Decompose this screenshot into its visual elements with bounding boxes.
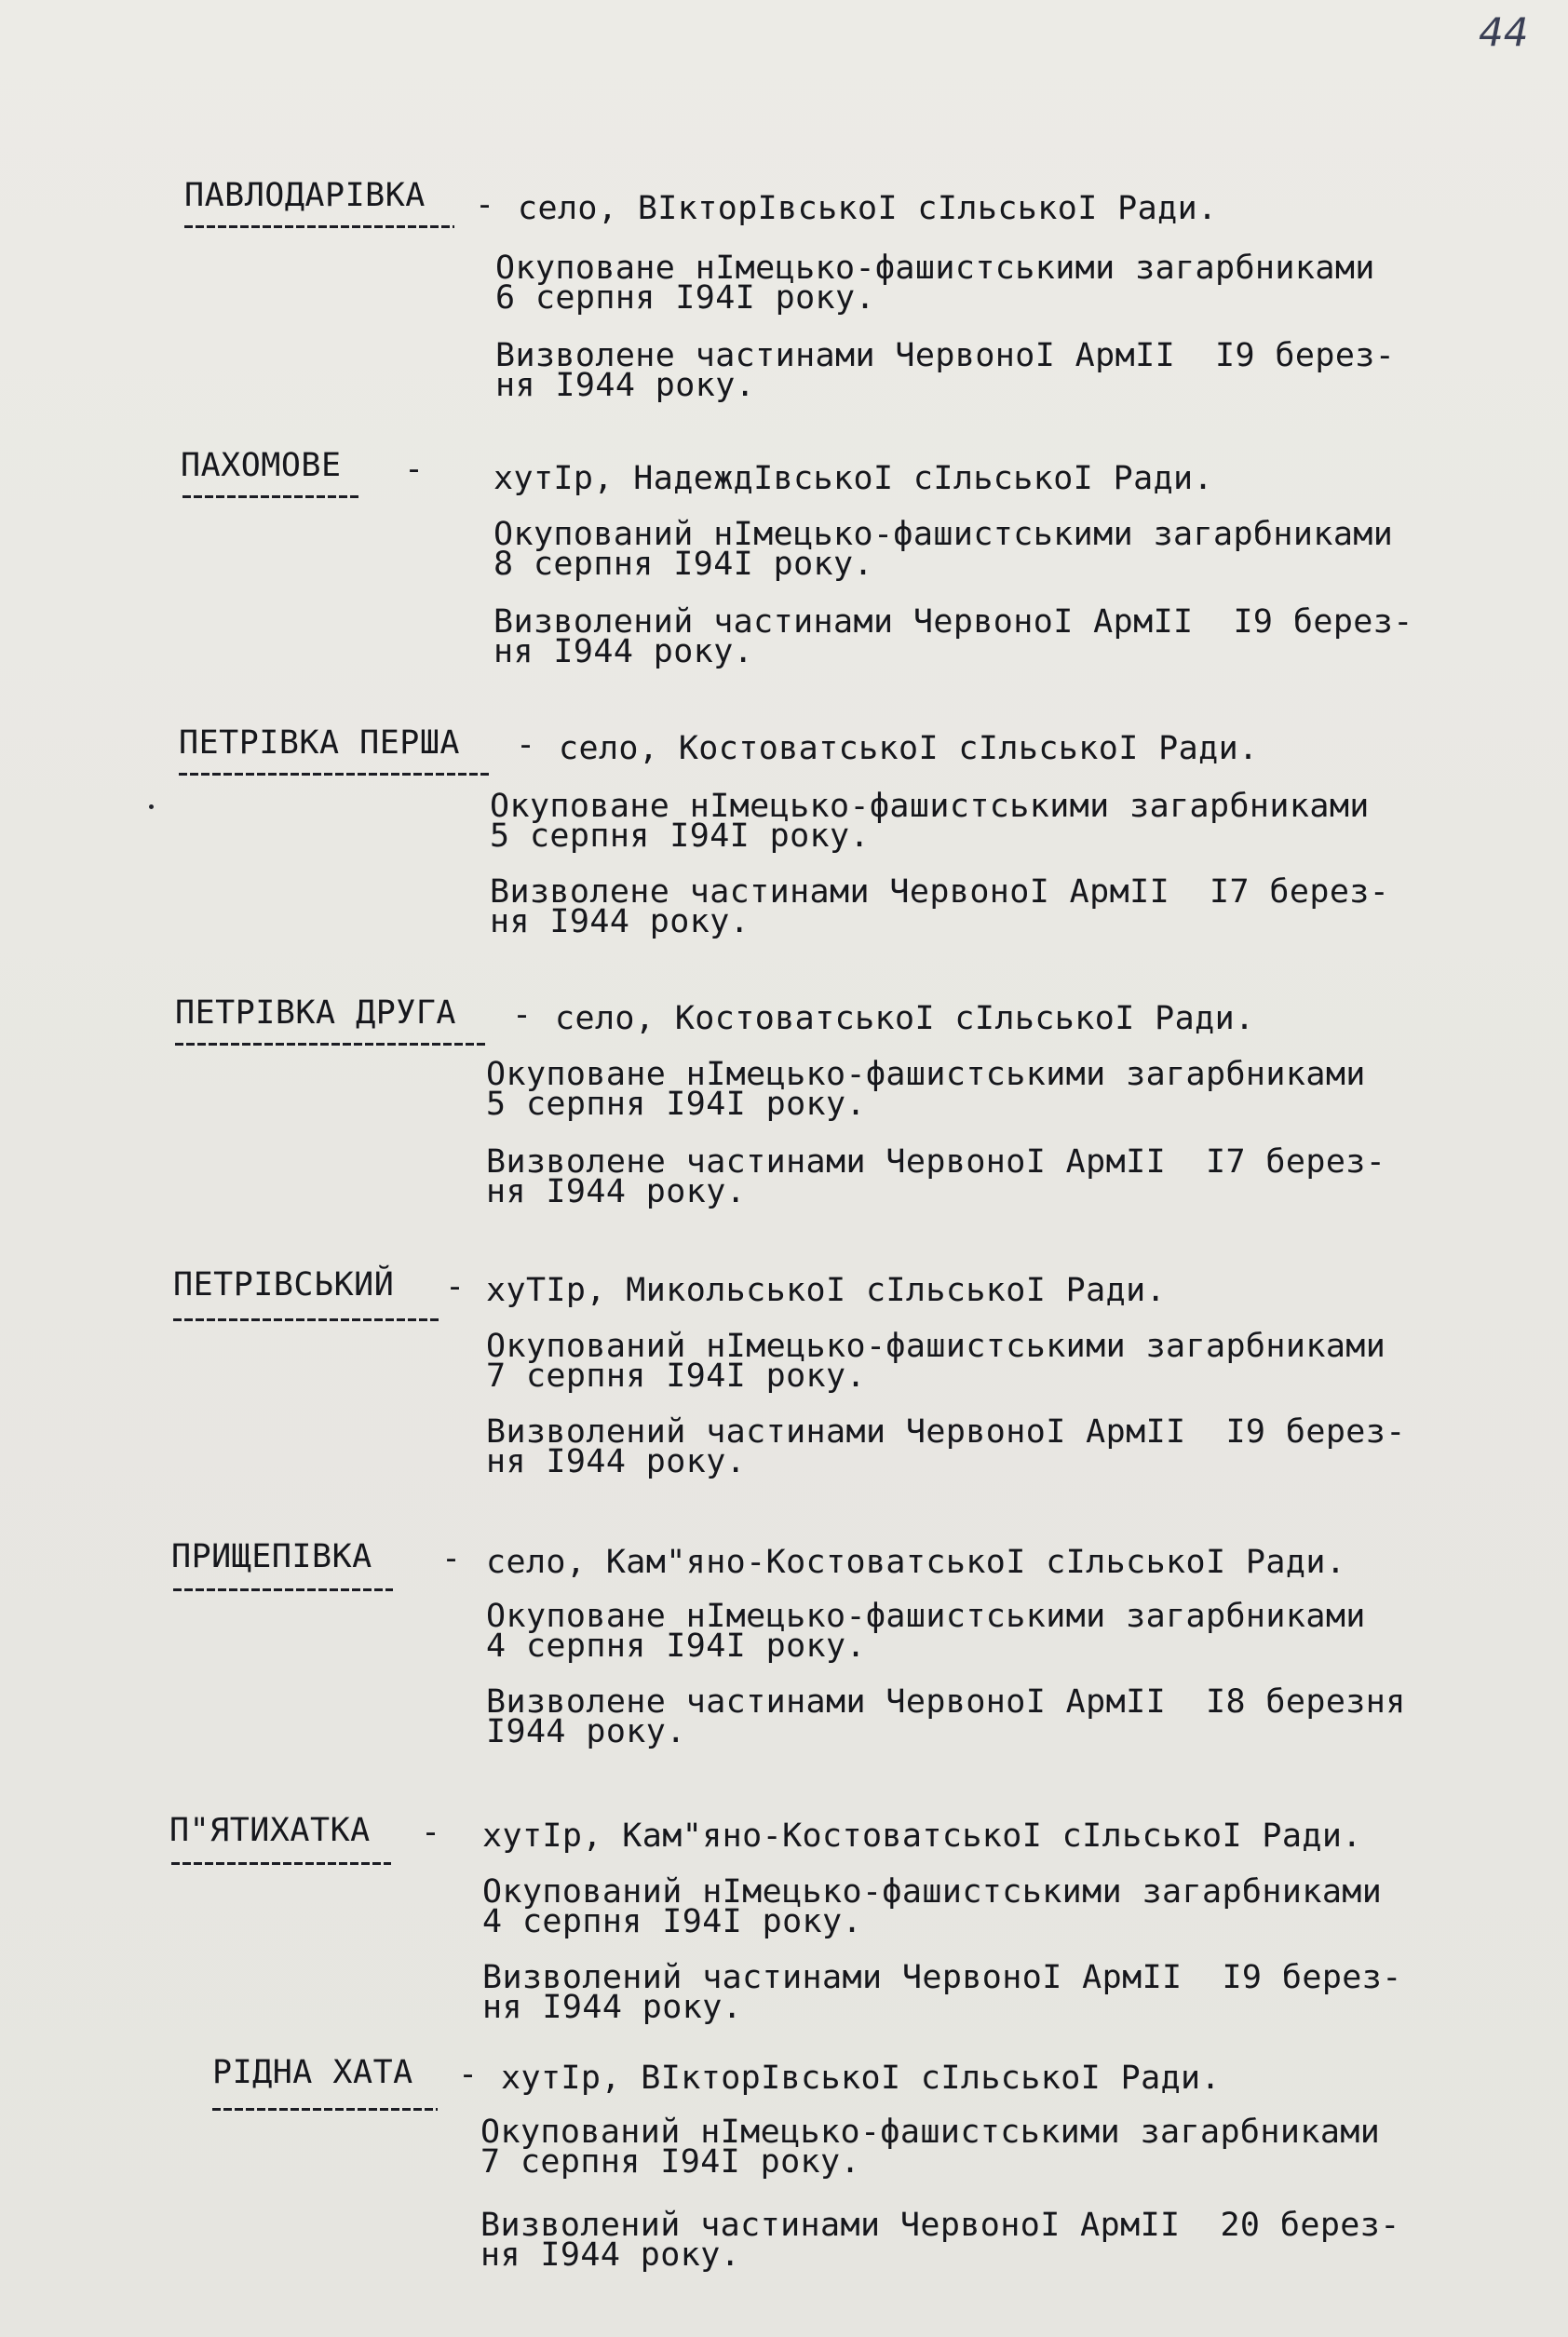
liberation-line-1: Визволене частинами ЧервоноІ АрмІІ І7 берез-: [490, 873, 1390, 911]
locality-description: хутІр, НадеждІвськоІ сІльськоІ Ради.: [493, 460, 1213, 497]
name-underline: [171, 1862, 391, 1865]
locality-description: село, Кам"яно-КостоватськоІ сІльськоІ Ради.: [486, 1544, 1346, 1581]
liberation-line-2: ня І944 року.: [486, 1173, 747, 1210]
occupation-line-2: 7 серпня І94І року.: [480, 2143, 860, 2181]
locality-description: село, ВІкторІвськоІ сІльськоІ Ради.: [518, 190, 1218, 227]
locality-name: П"ЯТИХАТКА: [169, 1812, 371, 1849]
liberation-line-1: Визволене частинами ЧервоноІ АрмІІ І9 берез-: [495, 337, 1396, 374]
name-underline: [182, 495, 359, 498]
liberation-line-1: Визволений частинами ЧервоноІ АрмІІ І9 берез-: [486, 1413, 1406, 1451]
locality-name: РІДНА ХАТА: [212, 2054, 413, 2091]
name-underline: [184, 225, 454, 228]
liberation-line-1: Визволене частинами ЧервоноІ АрмІІ І7 берез-: [486, 1143, 1386, 1181]
name-dash: -: [516, 726, 536, 763]
locality-name: ПАХОМОВЕ: [181, 447, 342, 484]
liberation-line-2: ня І944 року.: [486, 1443, 747, 1480]
occupation-line-2: 5 серпня І94І року.: [490, 817, 870, 855]
name-dash: -: [445, 1268, 466, 1305]
liberation-line-2: ня І944 року.: [495, 367, 756, 404]
liberation-line-2: ня І944 року.: [493, 633, 754, 670]
name-dash: -: [458, 2056, 479, 2093]
locality-description: село, КостоватськоІ сІльськоІ Ради.: [555, 1000, 1255, 1037]
locality-description: хутІр, ВІкторІвськоІ сІльськоІ Ради.: [501, 2060, 1221, 2097]
name-underline: [179, 773, 490, 776]
locality-name: ПАВЛОДАРІВКА: [184, 177, 426, 214]
locality-name: ПЕТРІВКА ПЕРША: [179, 724, 461, 762]
occupation-line-1: Окуповане нІмецько-фашистськими загарбниками: [486, 1056, 1366, 1093]
name-underline: [212, 2108, 438, 2111]
liberation-line-2: І944 року.: [486, 1713, 686, 1750]
name-dash: -: [404, 451, 425, 488]
occupation-line-2: 4 серпня І94І року.: [482, 1903, 862, 1940]
liberation-line-1: Визволений частинами ЧервоноІ АрмІІ І9 берез-: [493, 603, 1413, 641]
name-underline: [173, 1318, 439, 1321]
name-dash: -: [512, 996, 533, 1033]
name-underline: [175, 1043, 488, 1046]
name-dash: -: [421, 1814, 441, 1851]
liberation-line-2: ня І944 року.: [490, 903, 750, 940]
occupation-line-1: Окуповане нІмецько-фашистськими загарбниками: [495, 250, 1375, 287]
occupation-line-1: Окупований нІмецько-фашистськими загарбниками: [493, 516, 1394, 553]
name-underline: [173, 1588, 393, 1591]
occupation-line-1: Окупований нІмецько-фашистськими загарбниками: [480, 2114, 1381, 2151]
occupation-line-1: Окупований нІмецько-фашистськими загарбниками: [482, 1873, 1383, 1911]
liberation-line-2: ня І944 року.: [480, 2236, 741, 2274]
locality-description: хутІр, Кам"яно-КостоватськоІ сІльськоІ Ради.: [482, 1817, 1362, 1855]
liberation-line-1: Визволений частинами ЧервоноІ АрмІІ 20 берез-: [480, 2207, 1400, 2244]
locality-description: село, КостоватськоІ сІльськоІ Ради.: [559, 730, 1259, 767]
locality-name: ПЕТРІВСЬКИЙ: [173, 1266, 395, 1304]
occupation-line-2: 7 серпня І94І року.: [486, 1358, 866, 1395]
occupation-line-1: Окупований нІмецько-фашистськими загарбниками: [486, 1328, 1386, 1365]
ink-speck: [149, 804, 154, 809]
locality-description: хуТІр, МикольськоІ сІльськоІ Ради.: [486, 1272, 1167, 1309]
locality-name: ПЕТРІВКА ДРУГА: [175, 994, 457, 1032]
liberation-line-1: Визволений частинами ЧервоноІ АрмІІ І9 берез-: [482, 1959, 1402, 1996]
liberation-line-2: ня І944 року.: [482, 1989, 743, 2026]
occupation-line-1: Окуповане нІмецько-фашистськими загарбниками: [486, 1598, 1366, 1635]
occupation-line-2: 5 серпня І94І року.: [486, 1086, 866, 1123]
occupation-line-1: Окуповане нІмецько-фашистськими загарбниками: [490, 788, 1370, 825]
page-number: 44: [1479, 9, 1529, 55]
occupation-line-2: 4 серпня І94І року.: [486, 1628, 866, 1665]
locality-name: ПРИЩЕПІВКА: [171, 1538, 372, 1575]
occupation-line-2: 8 серпня І94І року.: [493, 546, 873, 583]
name-dash: -: [441, 1540, 462, 1577]
occupation-line-2: 6 серпня І94І року.: [495, 279, 875, 317]
name-dash: -: [475, 186, 495, 223]
liberation-line-1: Визволене частинами ЧервоноІ АрмІІ І8 березня: [486, 1683, 1406, 1721]
